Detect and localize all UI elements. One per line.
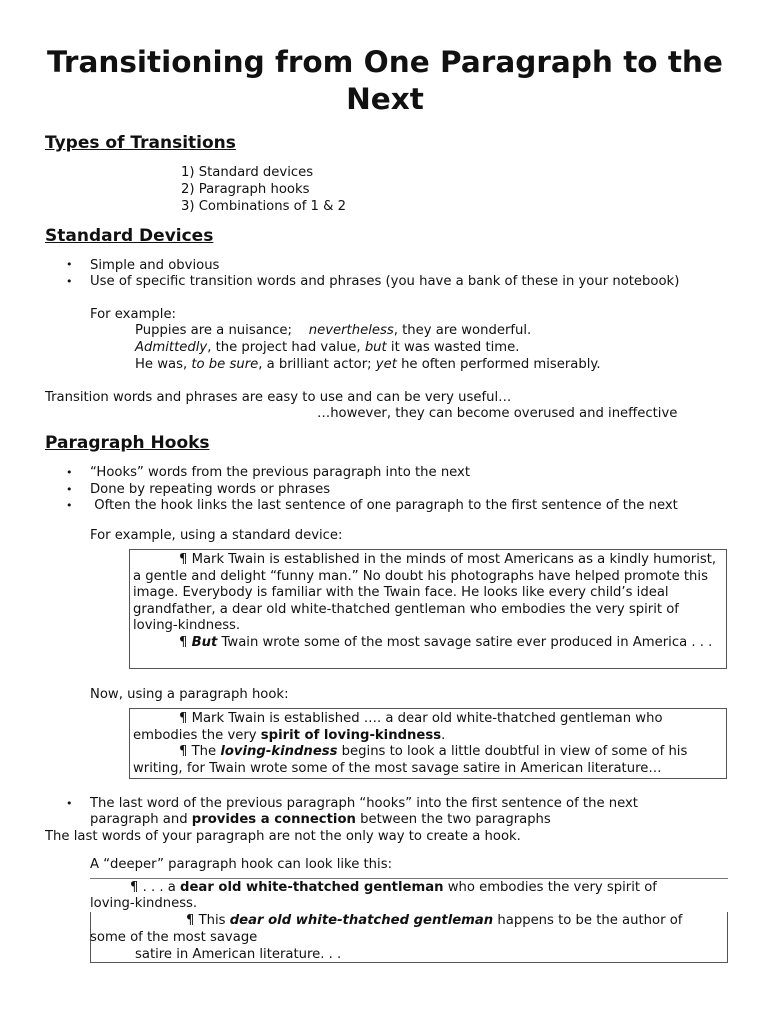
bullet-icon: • (66, 466, 73, 479)
example-intro: A “deeper” paragraph hook can look like this: (90, 857, 393, 872)
paragraph-hook-example-box (129, 708, 727, 779)
paragraph-hooks-heading: Paragraph Hooks (45, 433, 210, 453)
standard-device-example-box (129, 549, 727, 669)
types-item: 3) Combinations of 1 & 2 (181, 199, 346, 214)
deeper-example-top-rule (90, 878, 728, 879)
bullet-icon: • (66, 483, 73, 496)
example-paragraph: ¶ But Twain wrote some of the most savage satire ever produced in America . . . (179, 634, 713, 650)
list-item: Often the hook links the last sentence of one paragraph to the first sentence of the next (90, 498, 678, 513)
hook-note: The last words of your paragraph are not the only way to create a hook. (45, 829, 521, 844)
for-example-label: For example: (90, 307, 177, 322)
example-paragraph-continued: satire in American literature. . . (135, 947, 342, 962)
bullet-icon: • (66, 797, 73, 810)
example-sentence: Puppies are a nuisance; nevertheless, they are wonderful. (135, 323, 532, 338)
types-heading: Types of Transitions (45, 133, 236, 153)
transition-note-continued: …however, they can become overused and ineffective (317, 406, 678, 421)
example-paragraph-continued: some of the most savage (90, 930, 258, 945)
list-item-continued: paragraph and provides a connection between the two paragraphs (90, 812, 551, 827)
example-paragraph: ¶ Mark Twain is established in the minds of most Americans as a kindly humorist, a gentle and delight “funny man.” No doubt his photographs have helped promote this image. Everybody is familiar with the Twain face. He looks like every child’s ideal grandfather, a dear old white-thatched gentleman who embodies the very spirit of loving-kindness. (133, 552, 717, 634)
example-paragraph: ¶ . . . a dear old white-thatched gentleman who embodies the very spirit of (130, 880, 657, 895)
page-title: Transitioning from One Paragraph to the Next (47, 45, 723, 116)
example-paragraph: ¶ This dear old white-thatched gentleman happens to be the author of (186, 913, 683, 928)
example-paragraph: ¶ The loving-kindness begins to look a little doubtful in view of some of his writing, for Twain wrote some of the most savage satire in American literature… (133, 744, 688, 776)
bullet-icon: • (66, 275, 73, 288)
types-item: 1) Standard devices (181, 165, 314, 180)
transition-note: Transition words and phrases are easy to use and can be very useful… (45, 390, 512, 405)
list-item: Done by repeating words or phrases (90, 482, 331, 497)
standard-devices-heading: Standard Devices (45, 226, 214, 246)
list-item: “Hooks” words from the previous paragraph into the next (90, 465, 471, 480)
bullet-icon: • (66, 258, 73, 271)
types-item: 2) Paragraph hooks (181, 182, 310, 197)
example-sentence: Admittedly, the project had value, but it was wasted time. (135, 340, 520, 355)
list-item: Simple and obvious (90, 258, 220, 273)
bullet-icon: • (66, 499, 73, 512)
example-sentence: He was, to be sure, a brilliant actor; yet he often performed miserably. (135, 357, 601, 372)
example-intro: Now, using a paragraph hook: (90, 687, 289, 702)
example-paragraph: ¶ Mark Twain is established …. a dear old white-thatched gentleman who embodies the very spirit of loving-kindness. (133, 711, 663, 743)
list-item: The last word of the previous paragraph “hooks” into the first sentence of the next (90, 796, 638, 811)
example-intro: For example, using a standard device: (90, 528, 343, 543)
example-paragraph-continued: loving-kindness. (90, 896, 198, 911)
list-item: Use of specific transition words and phrases (you have a bank of these in your notebook) (90, 274, 680, 289)
